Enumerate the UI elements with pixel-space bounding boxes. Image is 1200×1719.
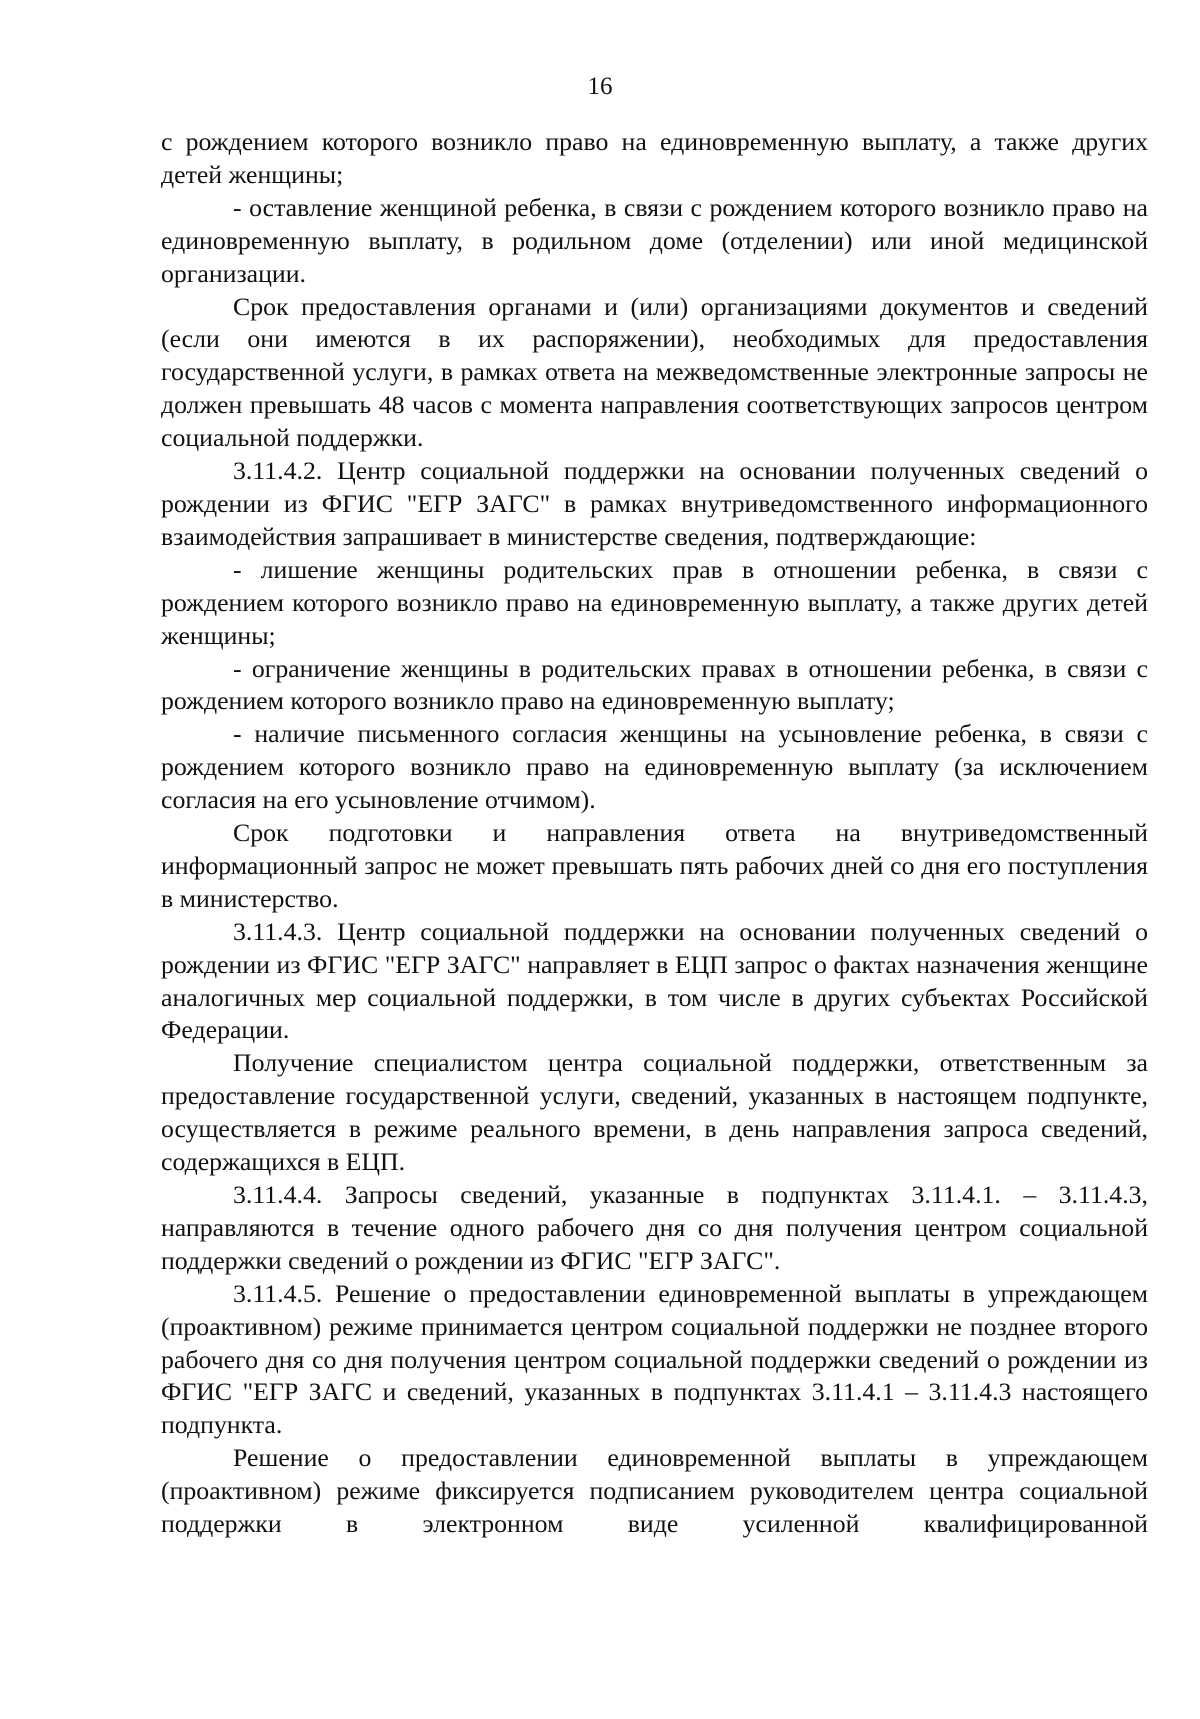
paragraph: Срок предоставления органами и (или) организациями документов и сведений (если они имеются в их распоряжении), необходимых для предоставления государственной услуги, в рамках ответа на межведомственные электронные запросы не должен превышать 48 часов с момента направления соответствующих запросов центром социальной поддержки. <box>161 291 1148 453</box>
paragraph: - ограничение женщины в родительских правах в отношении ребенка, в связи с рождением которого возникло право на единовременную выплату; <box>161 653 1148 716</box>
paragraph: Срок подготовки и направления ответа на внутриведомственный информационный запрос не может превышать пять рабочих дней со дня его поступления в министерство. <box>161 818 1148 913</box>
paragraph: Получение специалистом центра социальной поддержки, ответственным за предоставление государственной услуги, сведений, указанных в настоящем подпункте, осуществляется в режиме реального времени, в день направления запроса сведений, содержащихся в ЕЦП. <box>161 1048 1148 1177</box>
paragraph: - наличие письменного согласия женщины на усыновление ребенка, в связи с рождением которого возникло право на единовременную выплату (за исключением согласия на его усыновление отчимом). <box>161 719 1148 815</box>
paragraph: 3.11.4.2. Центр социальной поддержки на основании полученных сведений о рождении из ФГИС "ЕГР ЗАГС" в рамках внутриведомственного информационного взаимодействия запрашивает в министерстве сведения, подтверждающие: <box>161 456 1148 551</box>
page-number: 16 <box>587 73 613 100</box>
paragraph: Решение о предоставлении единовременной выплаты в упреждающем (проактивном) режиме фиксируется подписанием руководителем центра социальной поддержки в электронном виде усиленной квалифицированной <box>161 1443 1148 1539</box>
paragraph: - оставление женщиной ребенка, в связи с рождением которого возникло право на единовременную выплату, в родильном доме (отделении) или иной медицинской организации. <box>161 192 1148 288</box>
paragraph: - лишение женщины родительских прав в отношении ребенка, в связи с рождением которого возникло право на единовременную выплату, а также других детей женщины; <box>161 554 1148 650</box>
document-body <box>161 126 1148 1541</box>
paragraph: 3.11.4.4. Запросы сведений, указанные в подпунктах 3.11.4.1. – 3.11.4.3, направляются в течение одного рабочего дня со дня получения центром социальной поддержки сведений о рождении из ФГИС "ЕГР ЗАГС". <box>161 1180 1148 1275</box>
paragraph: 3.11.4.5. Решение о предоставлении единовременной выплаты в упреждающем (проактивном) режиме принимается центром социальной поддержки не позднее второго рабочего дня со дня получения центром социальной поддержки сведений о рождении из ФГИС "ЕГР ЗАГС и сведений, указанных в подпунктах 3.11.4.1 – 3.11.4.3 настоящего подпункта. <box>161 1278 1148 1440</box>
paragraph: с рождением которого возникло право на единовременную выплату, а также других детей женщины; <box>161 127 1148 189</box>
paragraph: 3.11.4.3. Центр социальной поддержки на основании полученных сведений о рождении из ФГИС "ЕГР ЗАГС" направляет в ЕЦП запрос о фактах назначения женщине аналогичных мер социальной поддержки, в том числе в других субъектах Российской Федерации. <box>161 916 1148 1045</box>
